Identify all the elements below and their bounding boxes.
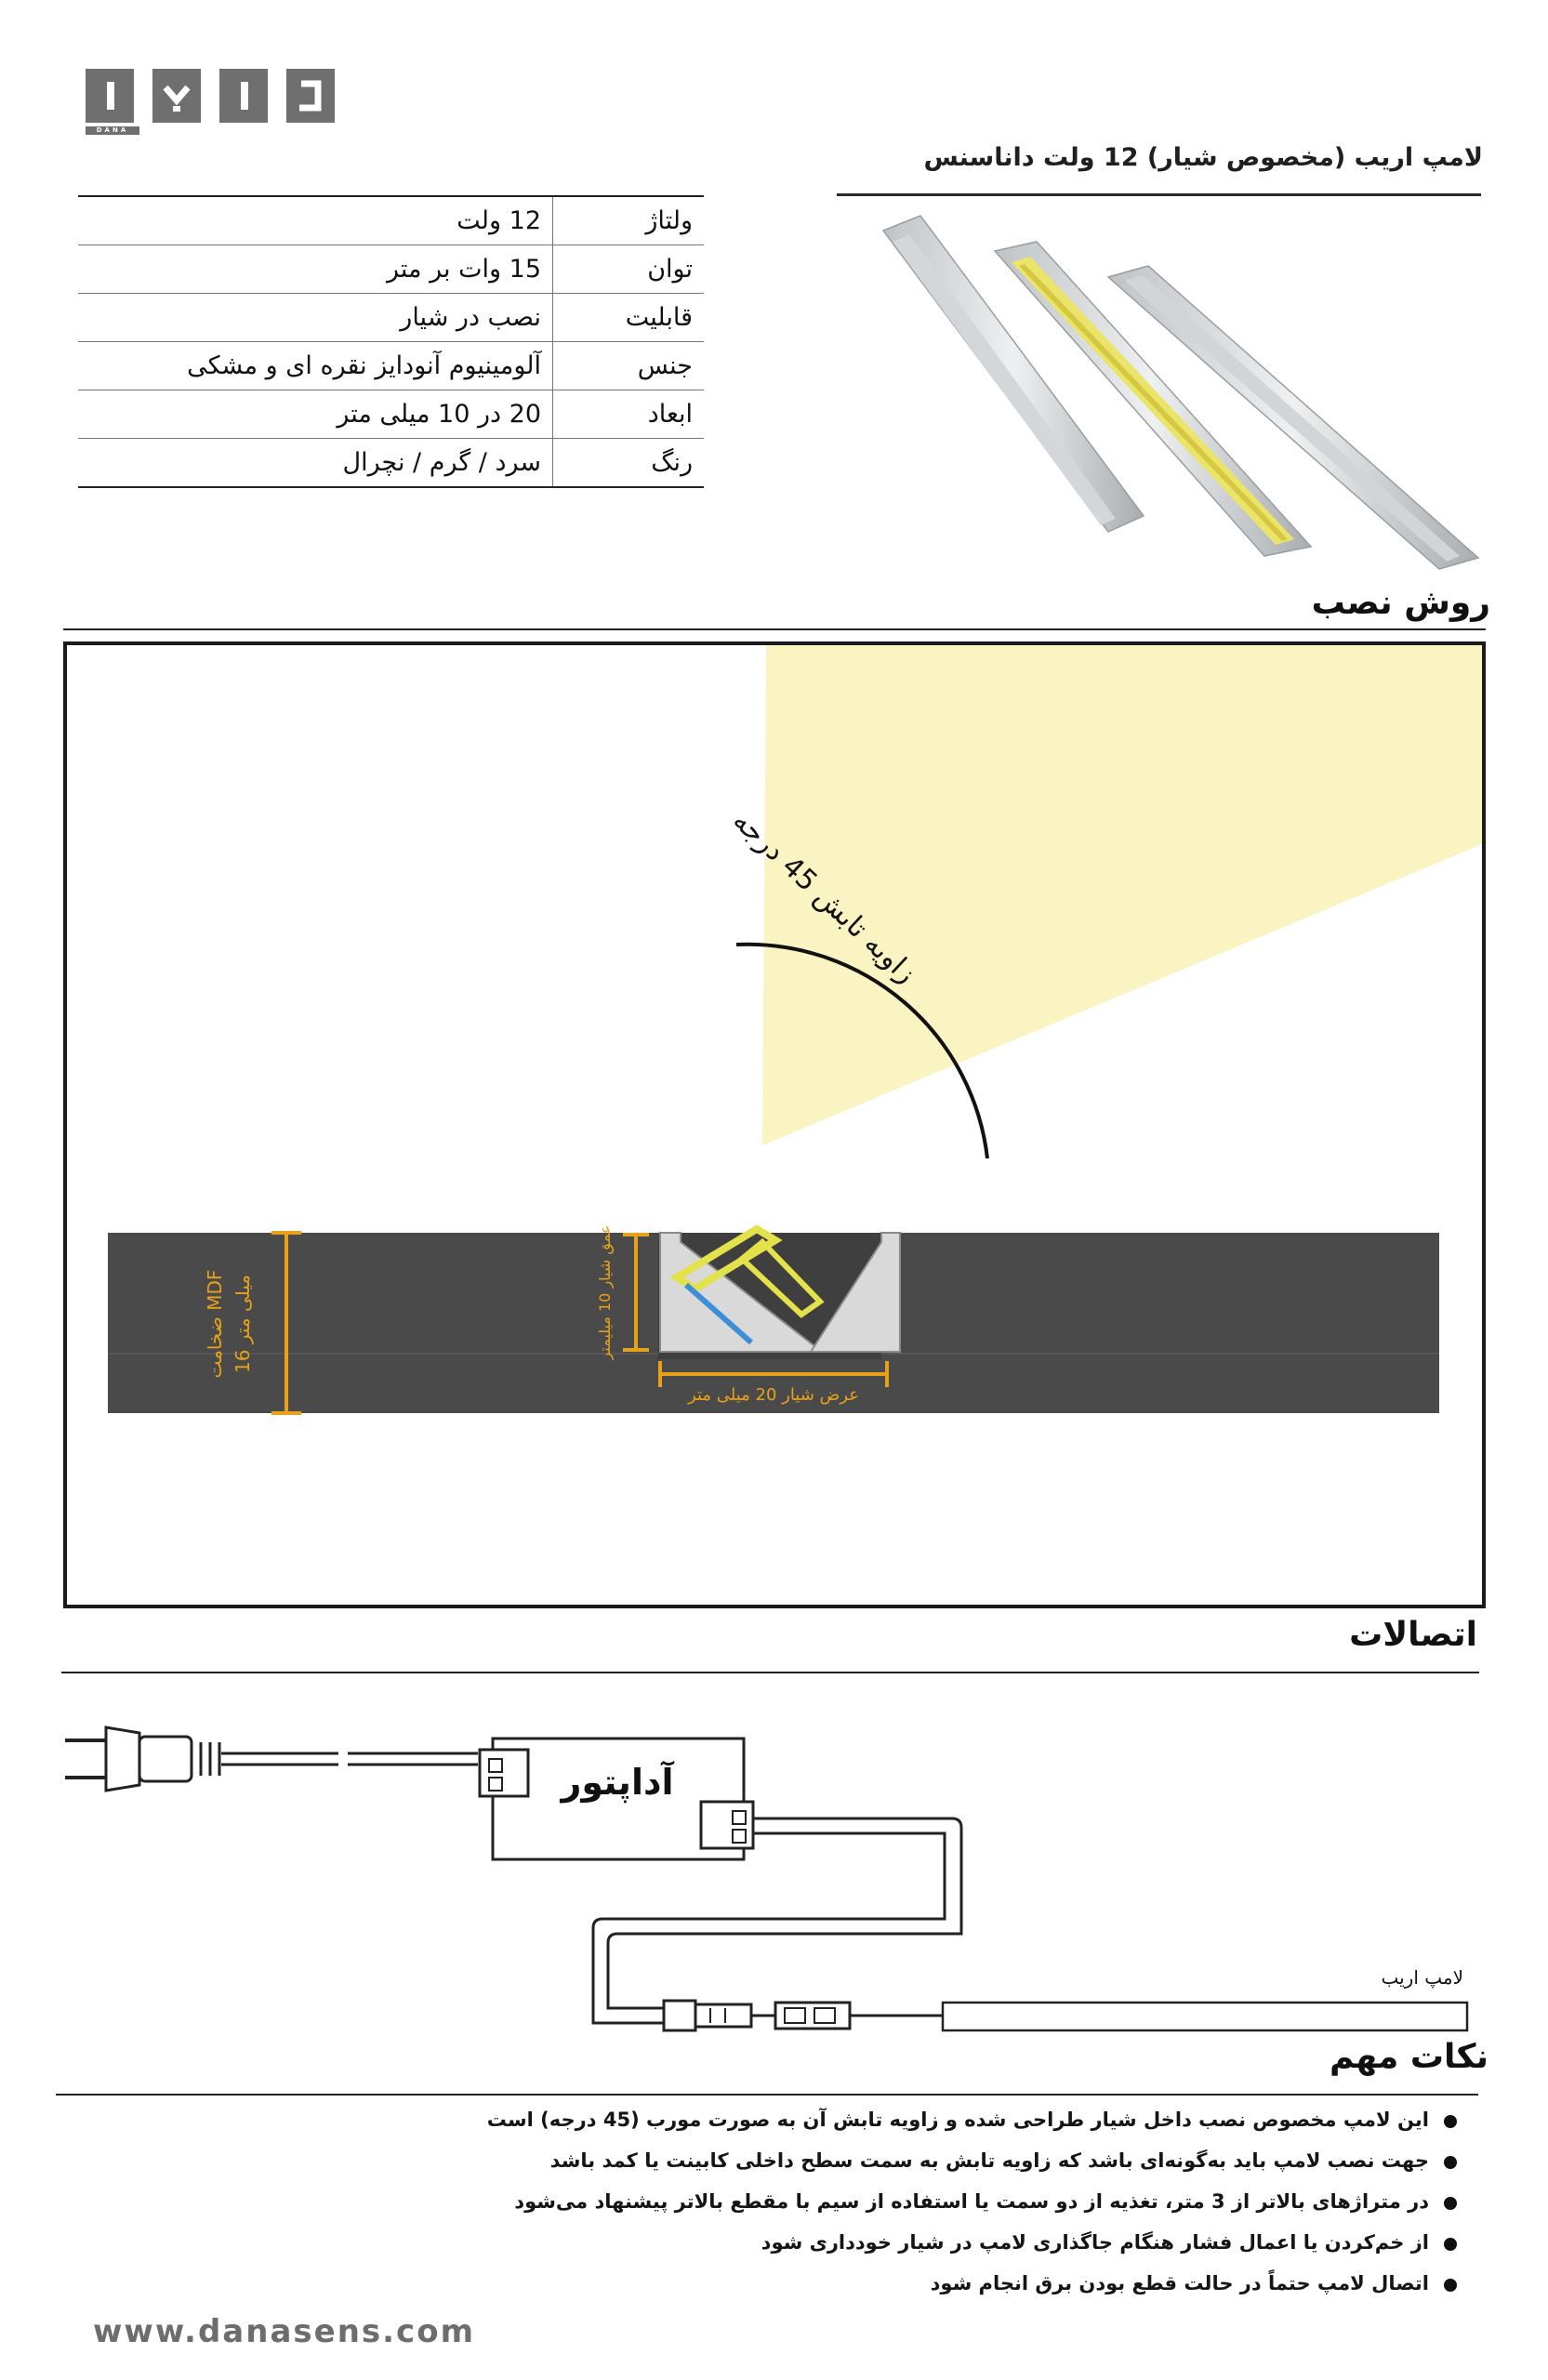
bullet-icon bbox=[1444, 2156, 1457, 2169]
spec-row bbox=[78, 342, 704, 390]
brand-logo bbox=[86, 69, 335, 136]
spec-table bbox=[78, 195, 704, 488]
note-item: جهت نصب لامپ باید به‌گونه‌ای باشد که زاویه تابش به سمت سطح داخلی کابینت یا کمد باشد bbox=[174, 2149, 1457, 2172]
spec-value: نصب در شیار bbox=[78, 294, 553, 342]
logo-block bbox=[286, 69, 335, 123]
led-strip-lamp bbox=[943, 2003, 1467, 2030]
mdf-label-line1: ضخامت MDF bbox=[204, 1269, 226, 1379]
logo-block bbox=[219, 69, 268, 123]
product-image bbox=[865, 205, 1497, 576]
connector-male bbox=[664, 2001, 695, 2030]
spec-key: توان bbox=[553, 245, 705, 294]
connections-section-title: اتصالات bbox=[1349, 1616, 1477, 1654]
connections-divider bbox=[61, 1672, 1479, 1673]
bullet-icon bbox=[1444, 2115, 1457, 2128]
title-divider bbox=[837, 193, 1481, 196]
spec-key: جنس bbox=[553, 342, 705, 390]
spec-key: رنگ bbox=[553, 439, 705, 488]
notes-section-title: نکات مهم bbox=[1330, 2038, 1488, 2076]
logo-block bbox=[152, 69, 201, 123]
groove-profile bbox=[658, 1229, 900, 1359]
spec-value: سرد / گرم / نچرال bbox=[78, 439, 553, 488]
note-item: اتصال لامپ حتماً در حالت قطع بودن برق انجام شود bbox=[174, 2272, 1457, 2294]
notes-divider bbox=[56, 2094, 1478, 2096]
spec-key: ولتاژ bbox=[553, 196, 705, 245]
note-item: از خم‌کردن یا اعمال فشار هنگام جاگذاری لامپ در شیار خودداری شود bbox=[174, 2231, 1457, 2254]
adapter-label: آداپتور bbox=[561, 1762, 674, 1803]
spec-key: ابعاد bbox=[553, 390, 705, 439]
spec-row bbox=[78, 390, 704, 439]
install-diagram bbox=[67, 645, 1482, 1605]
spec-value: 12 ولت bbox=[78, 196, 553, 245]
note-item: این لامپ مخصوص نصب داخل شیار طراحی شده و زاویه تابش آن به صورت مورب (45 درجه) است bbox=[174, 2109, 1457, 2131]
connection-diagram bbox=[60, 1720, 1491, 2055]
logo-subtext: DANA bbox=[86, 126, 139, 135]
spec-value: آلومینیوم آنودایز نقره ای و مشکی bbox=[78, 342, 553, 390]
install-section-title: روش نصب bbox=[1311, 584, 1490, 622]
mdf-label-line2: 16 میلی متر bbox=[232, 1275, 254, 1373]
spec-value: 15 وات بر متر bbox=[78, 245, 553, 294]
power-plug bbox=[65, 1727, 219, 1791]
bullet-icon bbox=[1444, 2197, 1457, 2210]
notes-list bbox=[174, 2109, 1457, 2313]
bullet-icon bbox=[1444, 2279, 1457, 2292]
logo-block bbox=[86, 69, 134, 123]
spec-row bbox=[78, 196, 704, 245]
spec-row bbox=[78, 294, 704, 342]
product-title: لامپ اریب (مخصوص شیار) 12 ولت داناسنس bbox=[923, 143, 1483, 172]
beam-angle-label: زاویه تابش 45 درجه bbox=[726, 804, 922, 990]
spec-value: 20 در 10 میلی متر bbox=[78, 390, 553, 439]
bullet-icon bbox=[1444, 2238, 1457, 2251]
footer-website[interactable]: www.danasens.com bbox=[93, 2313, 475, 2350]
groove-depth-label: عمق شیار 10 میلیمتر bbox=[596, 1224, 614, 1360]
groove-width-label: عرض شیار 20 میلی متر bbox=[688, 1385, 859, 1405]
install-divider bbox=[63, 628, 1486, 630]
strip-label: لامپ اریب bbox=[1381, 1966, 1463, 1989]
note-item: در متراژهای بالاتر از 3 متر، تغذیه از دو سمت یا استفاده از سیم با مقطع بالاتر پیشنهاد می‌شود bbox=[174, 2190, 1457, 2213]
spec-key: قابلیت bbox=[553, 294, 705, 342]
light-beam bbox=[762, 645, 1482, 1145]
spec-row bbox=[78, 245, 704, 294]
spec-row bbox=[78, 439, 704, 488]
